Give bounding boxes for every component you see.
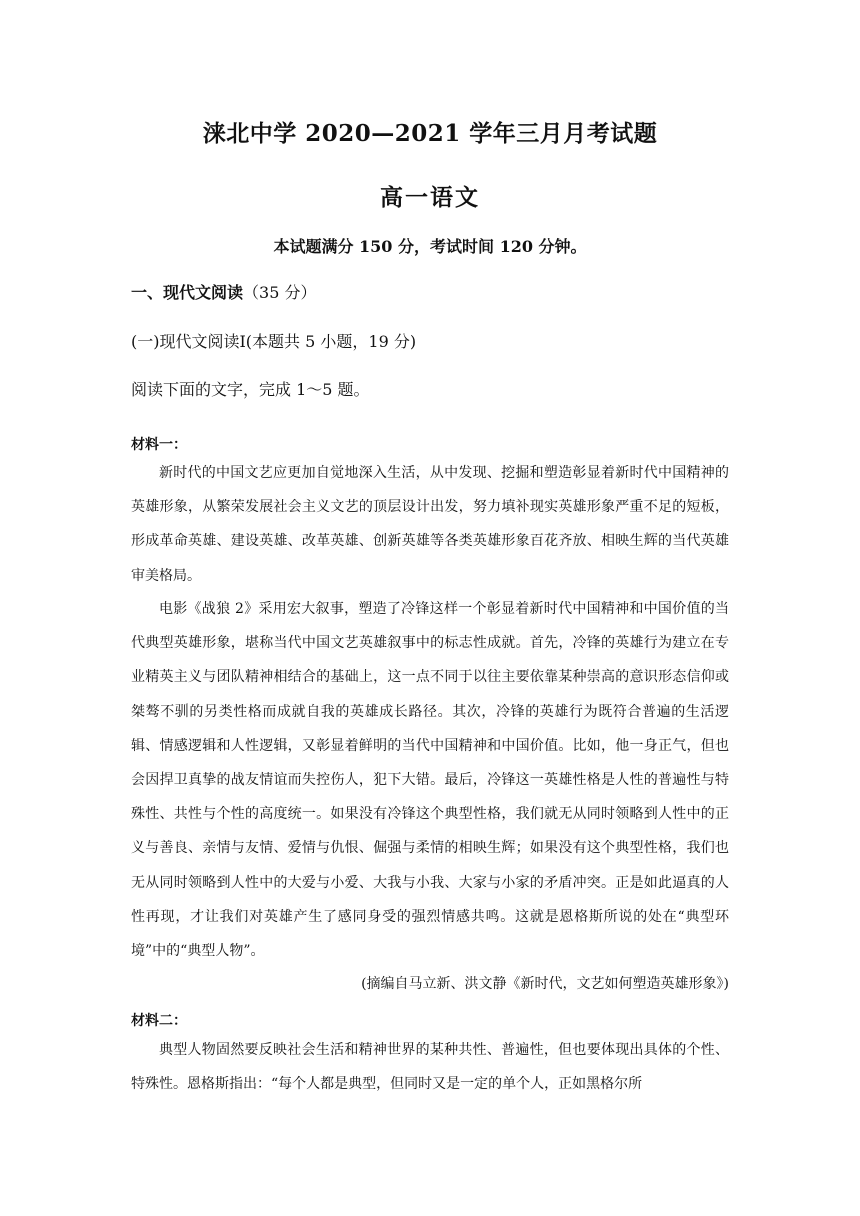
exam-notice: 本试题满分 150 分，考试时间 120 分钟。 (273, 237, 587, 256)
exam-subtitle: 高一语文 (380, 184, 480, 211)
material-2-paragraph-1: 典型人物固然要反映社会生活和精神世界的某种共性、普遍性，但也要体现出具体的个性、特殊性。恩格斯指出：“每个人都是典型，但同时又是一定的单个人，正如黑格尔所 (131, 1042, 729, 1093)
material-2-label: 材料二： (131, 1013, 187, 1029)
exam-title: 涞北中学 2020—2021 学年三月月考试题 (202, 120, 658, 147)
section-heading-text: 一、现代文阅读 (131, 283, 244, 302)
material-1-source: (摘编自马立新、洪文静《新时代，文艺如何塑造英雄形象》) (361, 976, 729, 992)
reading-instruction: 阅读下面的文字，完成 1～5 题。 (131, 380, 370, 399)
subsection-heading: (一)现代文阅读Ⅰ(本题共 5 小题，19 分) (131, 332, 417, 351)
material-1-label: 材料一： (131, 437, 187, 453)
section-heading (131, 280, 316, 303)
material-1-paragraph-1: 新时代的中国文艺应更加自觉地深入生活，从中发现、挖掘和塑造彰显着新时代中国精神的英雄形象，从繁荣发展社会主义文艺的顶层设计出发，努力填补现实英雄形象严重不足的短板，形成革命英雄、建设英雄、改革英雄、创新英雄等各类英雄形象百花齐放、相映生辉的当代英雄审美格局。 (131, 465, 729, 584)
material-1-paragraph-2: 电影《战狼 2》采用宏大叙事，塑造了冷锋这样一个彰显着新时代中国精神和中国价值的当代典型英雄形象，堪称当代中国文艺英雄叙事中的标志性成就。首先，冷锋的英雄行为建立在专业精英主义与团队精神相结合的基础上，这一点不同于以往主要依靠某种崇高的意识形态信仰或桀骜不驯的另类性格而成就自我的英雄成长路径。其次，冷锋的英雄行为既符合普遍的生活逻辑、情感逻辑和人性逻辑，又彰显着鲜明的当代中国精神和中国价值。比如，他一身正气，但也会因捍卫真挚的战友情谊而失控伤人，犯下大错。最后，冷锋这一英雄性格是人性的普遍性与特殊性、共性与个性的高度统一。如果没有冷锋这个典型性格，我们就无从同时领略到人性中的正义与善良、亲情与友情、爱情与仇恨、倔强与柔情的相映生辉；如果没有这个典型性格，我们也无从同时领略到人性中的大爱与小爱、大我与小我、大家与小家的矛盾冲突。正是如此逼真的人性再现，才让我们对英雄产生了感同身受的强烈情感共鸣。这就是恩格斯所说的处在“典型环境”中的“典型人物”。 (131, 601, 729, 960)
section-score: （35 分） (243, 283, 317, 302)
